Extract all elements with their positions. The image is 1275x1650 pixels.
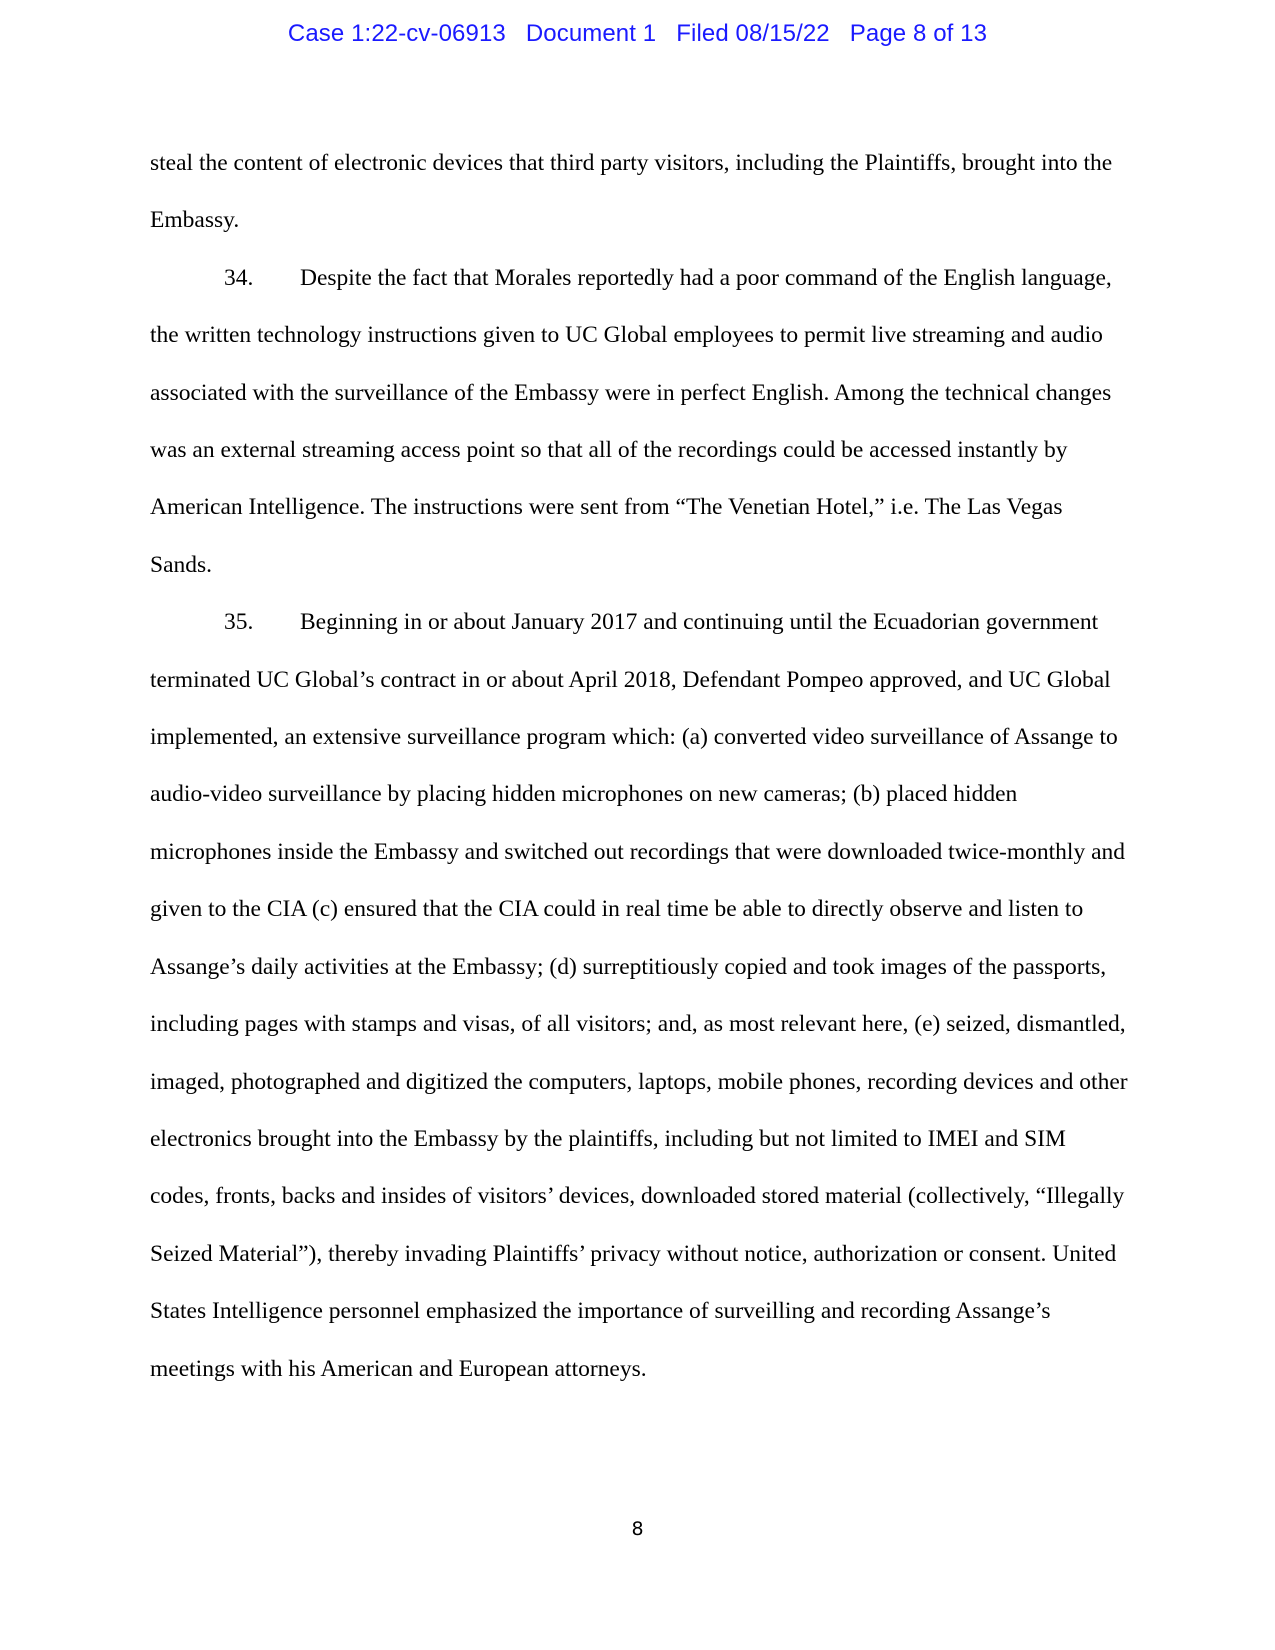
ecf-filing-header — [0, 20, 1275, 48]
paragraph-number: 35. — [224, 609, 254, 636]
paragraph-text: Beginning in or about January 2017 and continuing until the Ecuadorian government terminated UC Global’s contract in or about April 2018, Defendant Pompeo approved, and UC Global implemented, an extensive surveillance program which: (a) converted video surveillance of Assange to audio-video surveillance by placing hidden microphones on new cameras; (b) placed hidden microphones inside the Embassy and switched out recordings that were downloaded twice-monthly and given to the CIA (c) ensured that the CIA could in real time be able to directly observe and listen to Assange’s daily activities at the Embassy; (d) surreptitiously copied and took images of the passports, including pages with stamps and visas, of all visitors; and, as most relevant here, (e) seized, dismantled, imaged, photographed and digitized the computers, laptops, mobile phones, recording devices and other electronics brought into the Embassy by the plaintiffs, including but not limited to IMEI and SIM codes, fronts, backs and insides of visitors’ devices, downloaded stored material (collectively, “Illegally Seized Material”), thereby invading Plaintiffs’ privacy without notice, authorization or consent. United States Intelligence personnel emphasized the importance of surveilling and recording Assange’s meetings with his American and European attorneys. — [150, 609, 1128, 1382]
page-of-pages: Page 8 of 13 — [849, 20, 988, 47]
filed-date: Filed 08/15/22 — [676, 20, 830, 47]
case-number: Case 1:22-cv-06913 — [287, 20, 506, 47]
paragraph-text: steal the content of electronic devices that third party visitors, including the Plaintiffs, brought into the Embassy. — [150, 150, 1113, 234]
page-number: 8 — [631, 1518, 644, 1540]
paragraph-35 — [150, 594, 1130, 1398]
paragraph-continuation — [150, 135, 1130, 250]
document-number: Document 1 — [525, 20, 657, 47]
document-body — [150, 135, 1130, 1398]
paragraph-text: Despite the fact that Morales reportedly had a poor command of the English language, the written technology instructions given to UC Global employees to permit live streaming and audio associated with the surveillance of the Embassy were in perfect English. Among the technical changes was an external streaming access point so that all of the recordings could be accessed instantly by American Intelligence. The instructions were sent from “The Venetian Hotel,” i.e. The Las Vegas Sands. — [150, 264, 1112, 578]
paragraph-34 — [150, 250, 1130, 594]
paragraph-number: 34. — [224, 264, 254, 291]
